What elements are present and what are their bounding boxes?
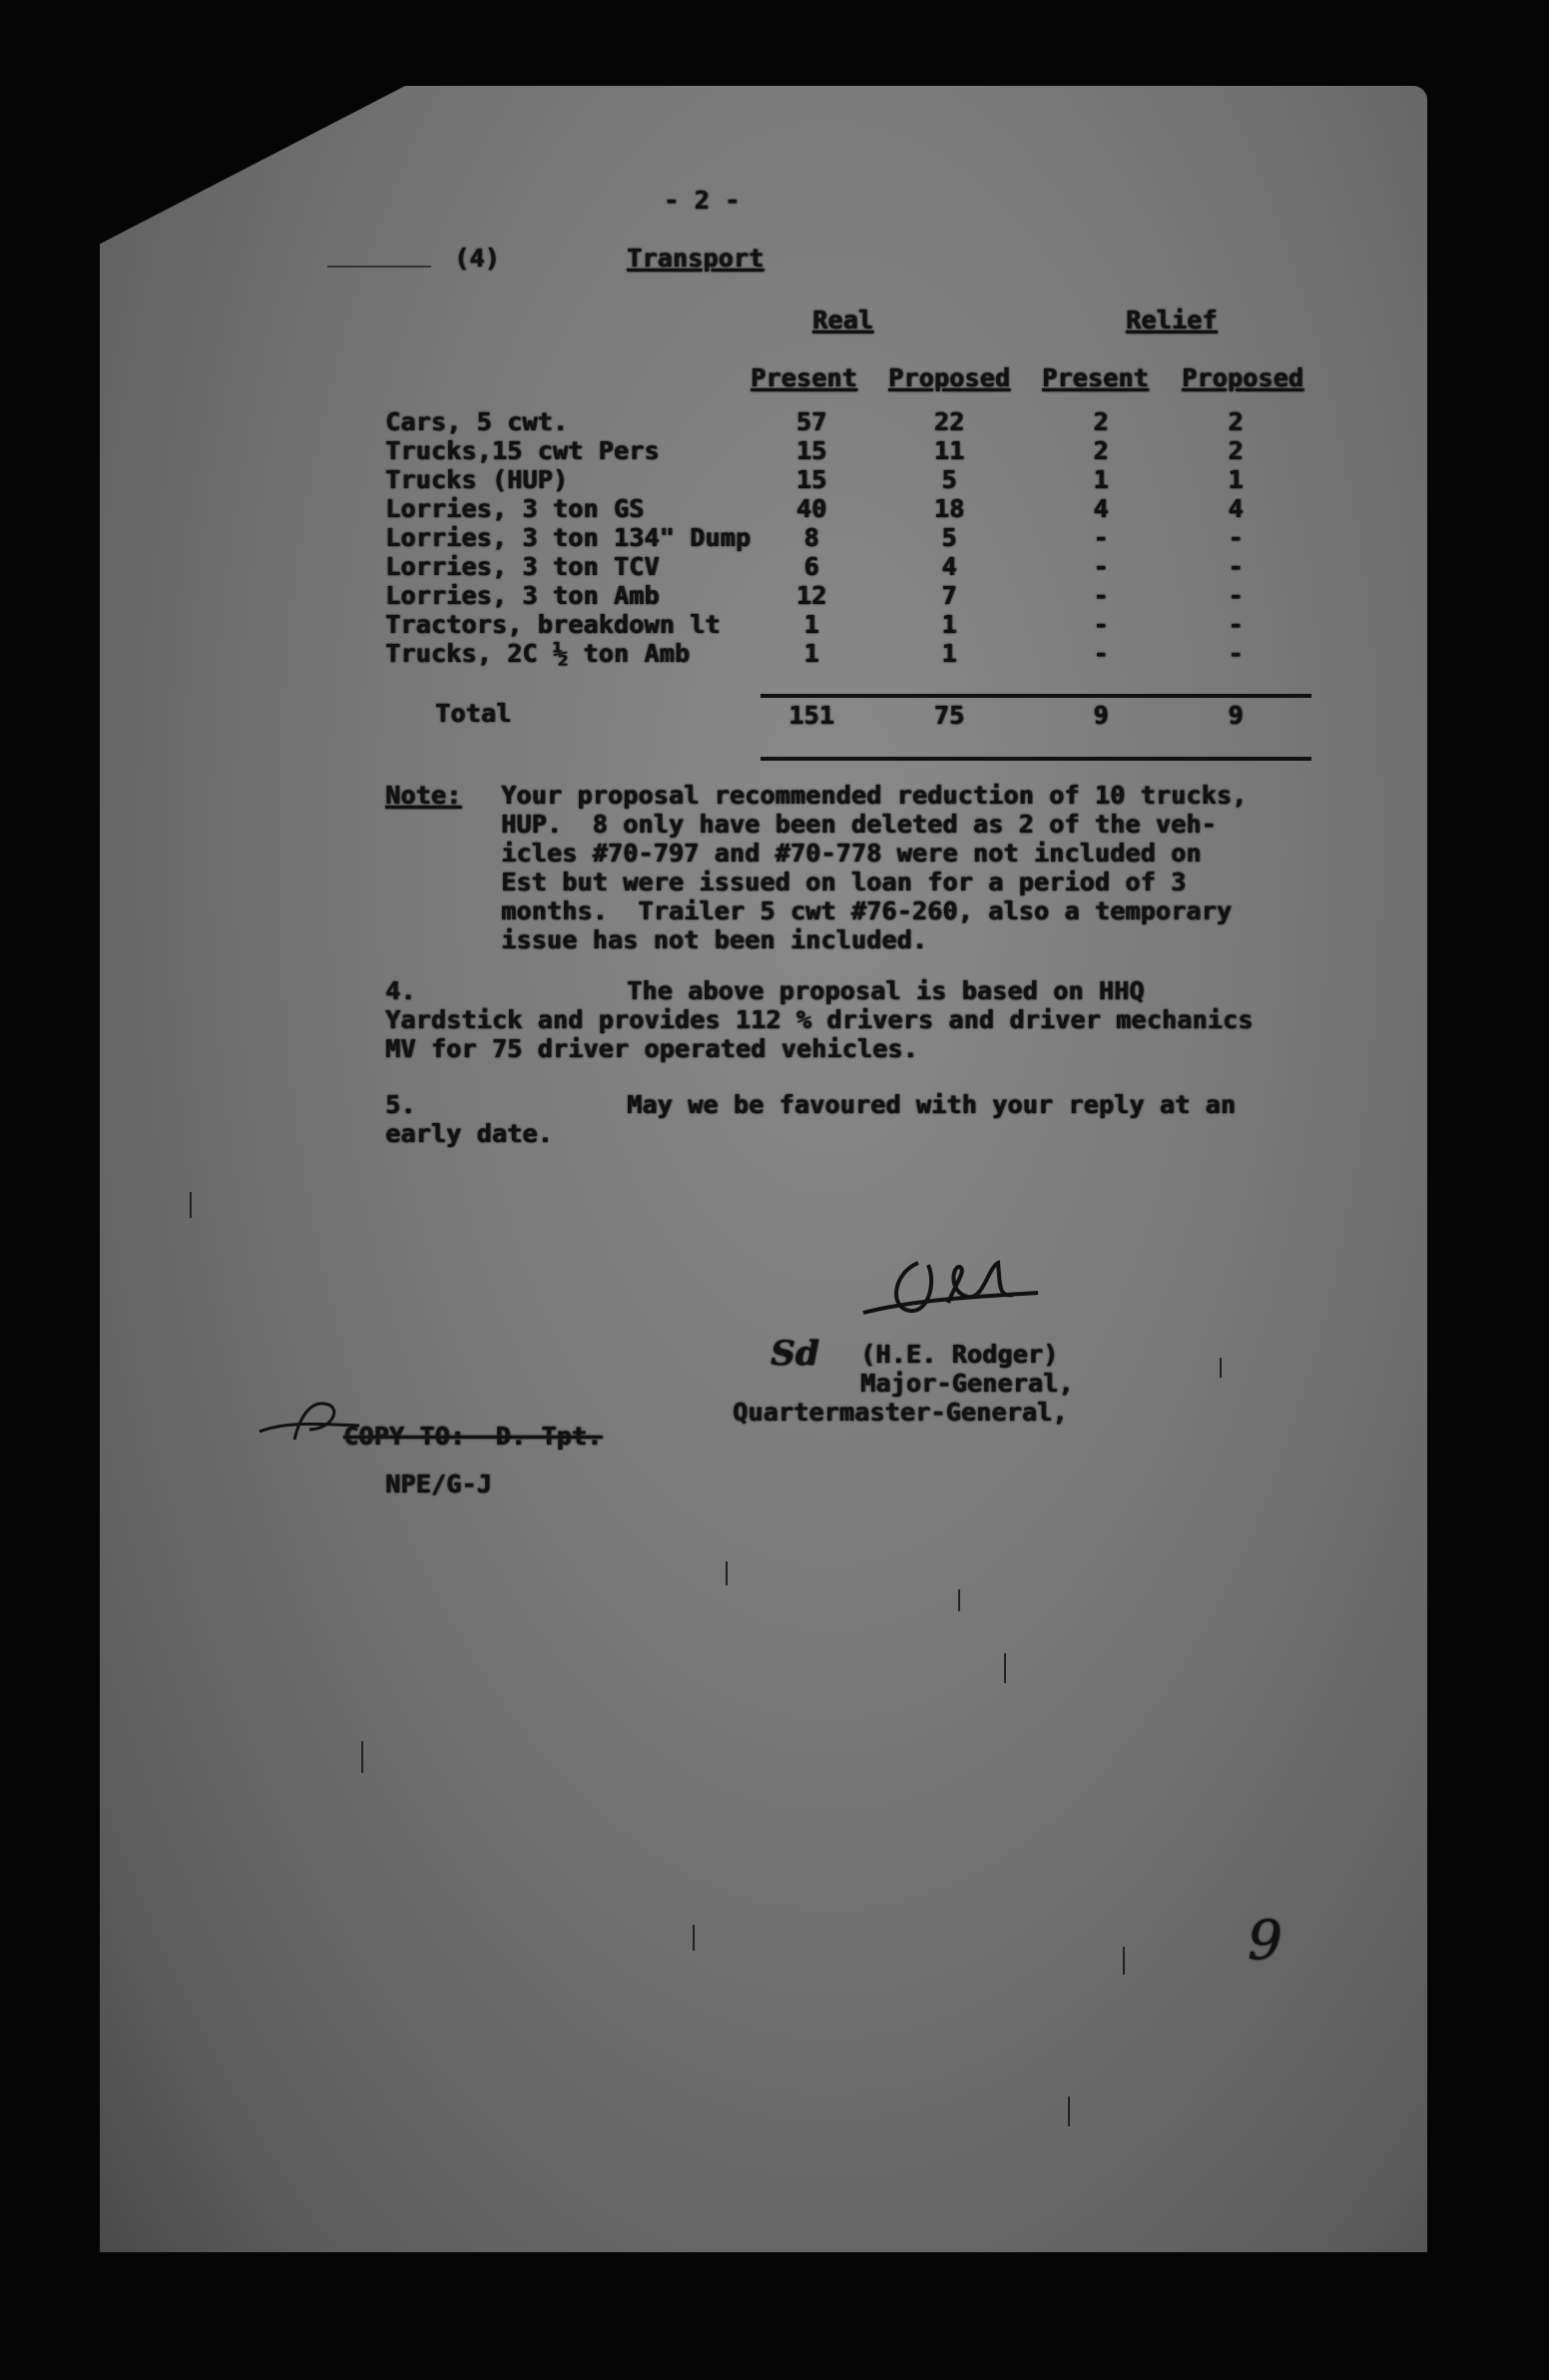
handwritten-signature-icon: [848, 1253, 1078, 1333]
scratch-mark: [1220, 1358, 1222, 1378]
handwritten-page-mark: 9: [1248, 1909, 1283, 1972]
cell-real-present: 57: [795, 407, 827, 436]
cell-relief-present: -: [1093, 639, 1109, 668]
cell-real-present: 8: [803, 523, 819, 552]
cell-relief-proposed: -: [1228, 552, 1244, 581]
row-label: Trucks, 2C ½ ton Amb: [385, 639, 691, 668]
cell-relief-proposed: 4: [1228, 494, 1244, 523]
row-label: Tractors, breakdown lt: [385, 610, 721, 639]
scratch-mark: [958, 1589, 960, 1611]
row-label: Lorries, 3 ton GS: [385, 494, 645, 523]
note-line: Your proposal recommended reduction of 10 trucks,: [501, 781, 1248, 810]
cell-relief-present: -: [1093, 552, 1109, 581]
signatory-title: Quartermaster-General,: [733, 1398, 1068, 1427]
header-relief: Relief: [1126, 305, 1218, 334]
para4-line: MV for 75 driver operated vehicles.: [385, 1034, 918, 1063]
cell-real-proposed: 18: [933, 494, 965, 523]
signatory-rank: Major-General,: [860, 1369, 1074, 1398]
cell-real-proposed: 1: [941, 639, 957, 668]
cell-relief-present: 1: [1093, 465, 1109, 494]
total-relief-present: 9: [1093, 701, 1109, 730]
note-line: issue has not been included.: [501, 925, 928, 954]
note-line: Est but were issued on loan for a period of 3: [501, 868, 1187, 896]
para4-line: Yardstick and provides 112 % drivers and driver mechanics: [385, 1005, 1254, 1034]
para5-line: May we be favoured with your reply at an: [627, 1090, 1237, 1119]
section-margin-line: [327, 266, 431, 268]
scratch-mark: [1123, 1947, 1125, 1975]
para5-line: early date.: [385, 1119, 553, 1148]
total-bottom-rule: [761, 757, 1311, 761]
cell-relief-present: -: [1093, 523, 1109, 552]
section-number: (4): [454, 244, 500, 273]
row-label: Lorries, 3 ton 134" Dump: [385, 523, 752, 552]
cell-real-present: 12: [795, 581, 827, 610]
cell-relief-proposed: 2: [1228, 436, 1244, 465]
cell-relief-present: -: [1093, 610, 1109, 639]
cell-real-present: 15: [795, 465, 827, 494]
cell-real-proposed: 7: [941, 581, 957, 610]
cell-relief-proposed: -: [1228, 639, 1244, 668]
header-relief-present: Present: [1042, 363, 1149, 392]
cell-real-proposed: 1: [941, 610, 957, 639]
cell-real-proposed: 4: [941, 552, 957, 581]
row-label: Trucks,15 cwt Pers: [385, 436, 660, 465]
cell-real-proposed: 11: [933, 436, 965, 465]
cell-relief-proposed: -: [1228, 610, 1244, 639]
row-label: Lorries, 3 ton Amb: [385, 581, 660, 610]
note-label: Note:: [385, 781, 462, 810]
cell-real-present: 1: [803, 610, 819, 639]
para4-line: The above proposal is based on HHQ: [627, 976, 1145, 1005]
scratch-mark: [190, 1192, 192, 1218]
sd-mark: Sd: [771, 1334, 819, 1374]
total-label: Total: [435, 699, 512, 728]
note-line: HUP. 8 only have been deleted as 2 of the veh-: [501, 810, 1217, 839]
cell-real-present: 15: [795, 436, 827, 465]
reference-code: NPE/G-J: [385, 1470, 492, 1498]
total-real-present: 151: [788, 701, 834, 730]
signatory-name: (H.E. Rodger): [860, 1340, 1059, 1369]
scratch-mark: [693, 1925, 695, 1951]
cell-real-proposed: 22: [933, 407, 965, 436]
scratch-mark: [726, 1561, 728, 1585]
cell-real-present: 1: [803, 639, 819, 668]
scratch-mark: [361, 1741, 363, 1773]
cell-real-proposed: 5: [941, 523, 957, 552]
row-label: Trucks (HUP): [385, 465, 569, 494]
total-real-proposed: 75: [933, 701, 965, 730]
cell-relief-proposed: 2: [1228, 407, 1244, 436]
header-relief-proposed: Proposed: [1182, 363, 1304, 392]
cell-real-proposed: 5: [941, 465, 957, 494]
cell-relief-proposed: -: [1228, 523, 1244, 552]
header-real: Real: [812, 305, 874, 334]
para4-number: 4.: [385, 976, 416, 1005]
cell-relief-present: 4: [1093, 494, 1109, 523]
note-line: icles #70-797 and #70-778 were not included on: [501, 839, 1202, 868]
para5-number: 5.: [385, 1090, 416, 1119]
cell-real-present: 6: [803, 552, 819, 581]
cell-relief-present: 2: [1093, 436, 1109, 465]
row-label: Lorries, 3 ton TCV: [385, 552, 660, 581]
scratch-mark: [1004, 1653, 1006, 1683]
header-real-present: Present: [751, 363, 857, 392]
cell-real-present: 40: [795, 494, 827, 523]
row-label: Cars, 5 cwt.: [385, 407, 569, 436]
copy-to: COPY TO: D. Tpt.: [343, 1422, 603, 1451]
cell-relief-proposed: -: [1228, 581, 1244, 610]
cell-relief-proposed: 1: [1228, 465, 1244, 494]
section-title: Transport: [627, 244, 765, 273]
total-relief-proposed: 9: [1228, 701, 1244, 730]
header-real-proposed: Proposed: [888, 363, 1011, 392]
cell-relief-present: -: [1093, 581, 1109, 610]
note-line: months. Trailer 5 cwt #76-260, also a temporary: [501, 896, 1233, 925]
page-number: - 2 -: [664, 186, 741, 215]
cell-relief-present: 2: [1093, 407, 1109, 436]
total-top-rule: [761, 694, 1311, 698]
scratch-mark: [1068, 2096, 1070, 2126]
